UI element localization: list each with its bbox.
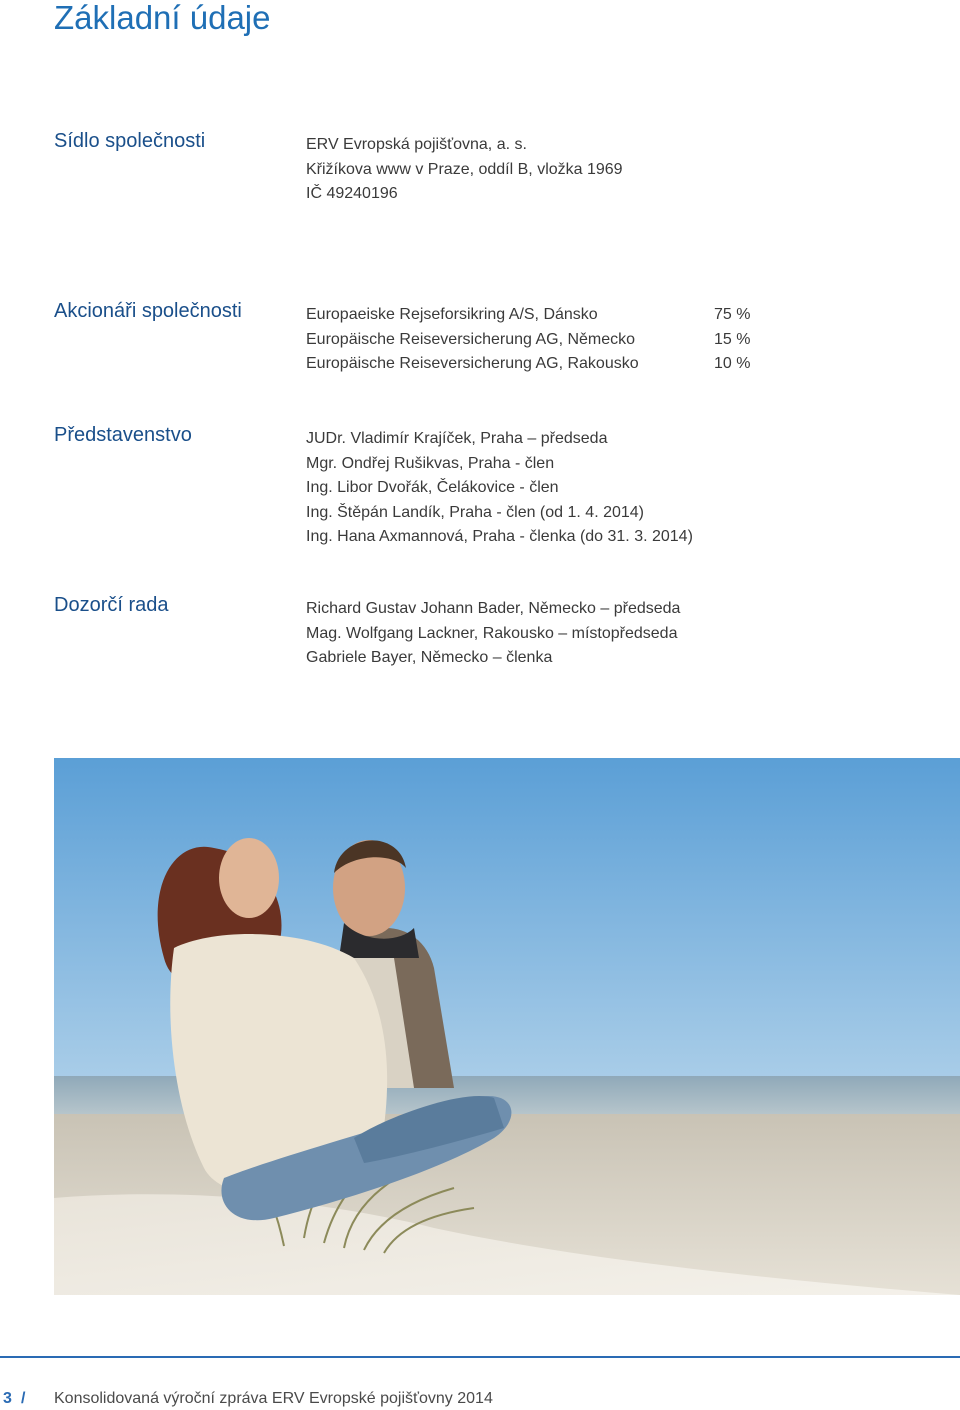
page-number-separator: /	[21, 1390, 26, 1407]
board-member: Ing. Hana Axmannová, Praha - členka (do 31. 3. 2014)	[306, 528, 693, 545]
couple-beach-illustration	[54, 758, 960, 1295]
registered-office-line: Křižíkova www v Praze, oddíl B, vložka 1969	[306, 160, 623, 178]
board-member: Ing. Libor Dvořák, Čelákovice - člen	[306, 479, 559, 496]
footer	[0, 1388, 960, 1410]
page-number: 3	[3, 1390, 12, 1407]
registered-office-label: Sídlo společnosti	[54, 130, 206, 152]
page-title: Základní údaje	[54, 0, 271, 36]
shareholder-row	[306, 328, 756, 353]
board-member: Ing. Štěpán Landík, Praha - člen (od 1. 4. 2014)	[306, 503, 644, 521]
shareholder-row	[306, 352, 756, 377]
shareholder-name: Europäische Reiseversicherung AG, Rakousko	[306, 355, 639, 372]
shareholder-share: 75 %	[714, 306, 751, 323]
footer-text: Konsolidovaná výroční zpráva ERV Evropské pojišťovny 2014	[54, 1390, 493, 1407]
shareholder-share: 10 %	[714, 355, 751, 372]
footer-divider	[0, 1356, 960, 1358]
board-member: JUDr. Vladimír Krajíček, Praha – předseda	[306, 430, 608, 447]
shareholder-share: 15 %	[714, 330, 751, 348]
board-body	[306, 427, 693, 550]
shareholder-row	[306, 303, 756, 328]
supervisory-board-member: Richard Gustav Johann Bader, Německo – předseda	[306, 600, 681, 617]
couple-beach-photo	[54, 758, 960, 1295]
supervisory-board-label: Dozorčí rada	[54, 594, 169, 616]
registered-office-line: ERV Evropská pojišťovna, a. s.	[306, 136, 527, 153]
board-label: Představenstvo	[54, 424, 192, 446]
board-member: Mgr. Ondřej Rušikvas, Praha - člen	[306, 454, 555, 472]
shareholders-body	[306, 303, 756, 377]
supervisory-board-body	[306, 597, 680, 671]
shareholder-name: Europäische Reiseversicherung AG, Německo	[306, 330, 636, 348]
shareholder-name: Europaeiske Rejseforsikring A/S, Dánsko	[306, 306, 598, 323]
supervisory-board-member: Mag. Wolfgang Lackner, Rakousko – místopředseda	[306, 624, 678, 642]
supervisory-board-member: Gabriele Bayer, Německo – členka	[306, 649, 553, 666]
registered-office-line: IČ 49240196	[306, 185, 398, 202]
shareholders-label: Akcionáři společnosti	[54, 300, 242, 322]
registered-office-body	[306, 133, 623, 207]
